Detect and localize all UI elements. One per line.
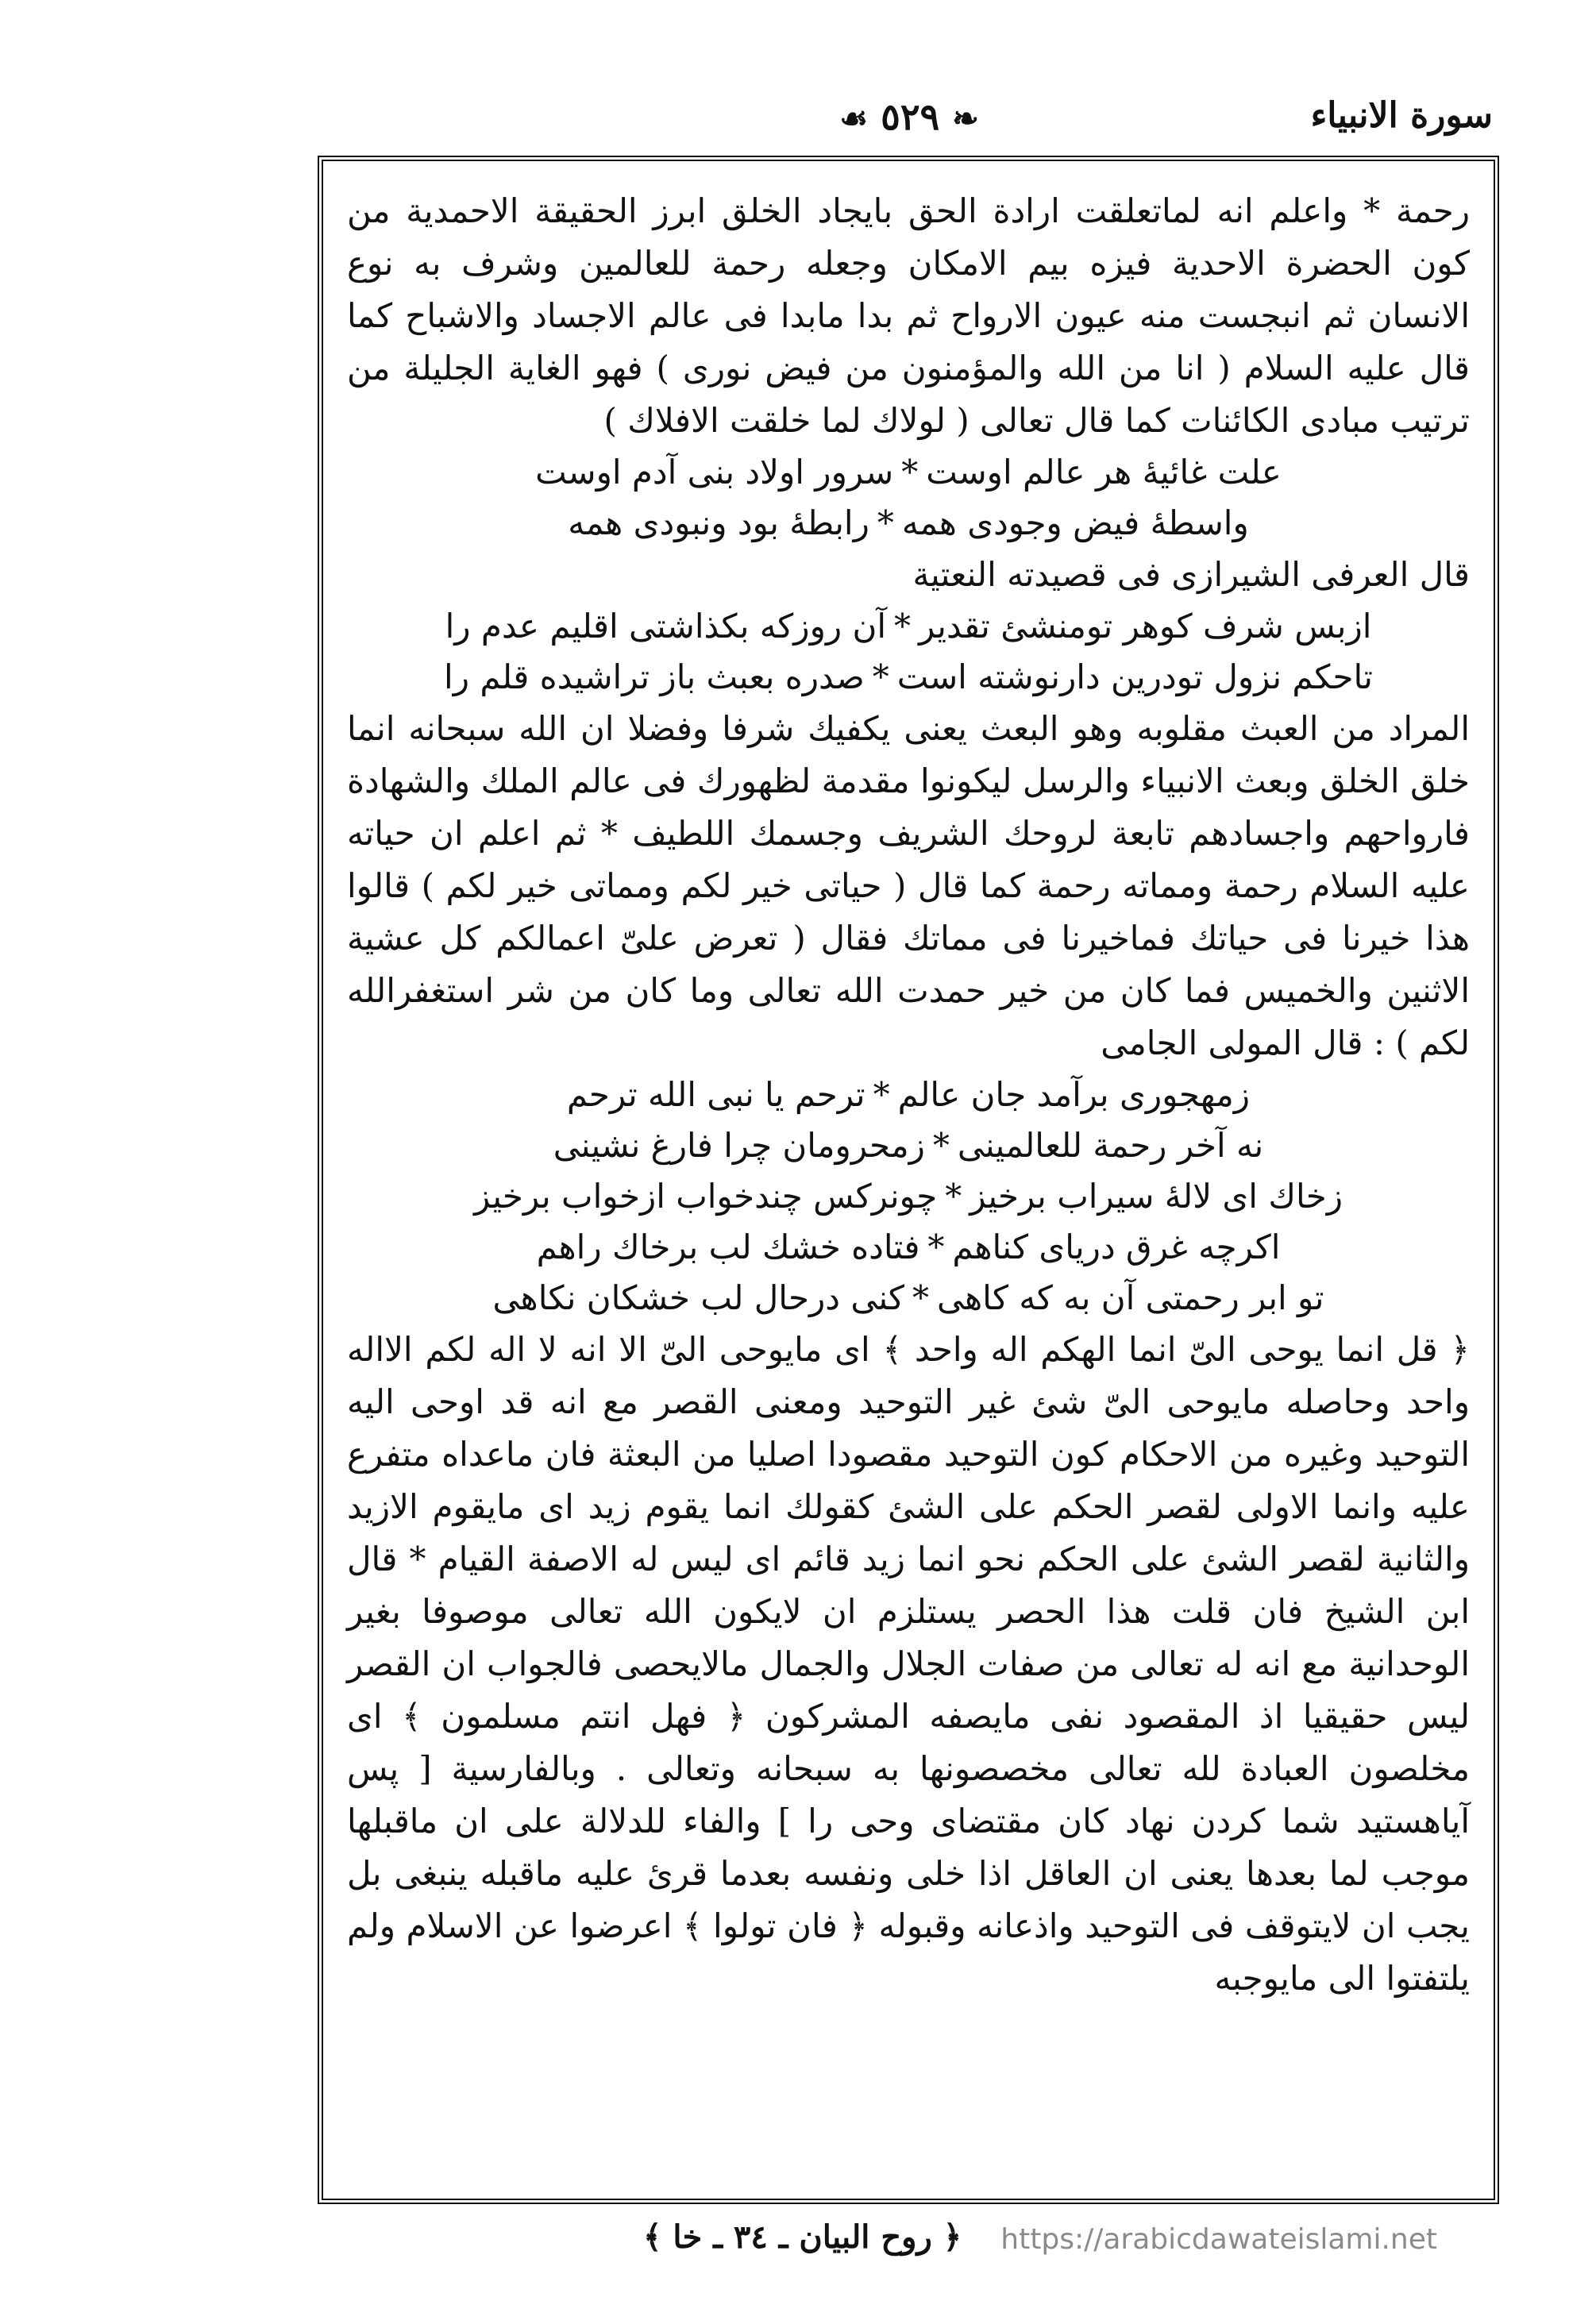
verse-line	[347, 652, 1470, 703]
hemistich: زمهجورى برآمد جان عالم	[897, 1075, 1251, 1114]
hemistich: صدره بعبث باز تراشيده قلم را	[444, 657, 865, 696]
page-content	[347, 185, 1470, 2183]
hemistich: زخاك اى لالهٔ سيراب برخيز	[970, 1177, 1343, 1216]
hemistich: علت غائيهٔ هر عالم اوست	[926, 453, 1282, 491]
left-ornament-icon: ❧	[952, 100, 979, 137]
hemistich: كنى درحال لب خشكان نكاهى	[492, 1278, 905, 1317]
separator-star-icon: *	[901, 453, 919, 491]
paragraph-3: المراد من العبث مقلوبه وهو البعث يعنى يكفيك شرفا وفضلا ان الله سبحانه انما خلق الخلق وبعث الانبياء والرسل ليكونوا مقدمة لظهورك فى عالم الملك والشهادة فارواحهم واجسادهم تابعة لروحك الشريف وجسمك اللطيف * ثم اعلم ان حياته عليه السلام رحمة ومماته رحمة كما قال ( حياتى خير لكم ومماتى خير لكم ) قالوا هذا خيرنا فى حياتك فماخيرنا فى مماتك فقال ( تعرض علىّ اعمالكم كل عشية الاثنين والخميس فما كان من خير حمدت الله تعالى وما كان من شر استغفرالله لكم ) : قال المولى الجامى	[347, 709, 1471, 1062]
verse-line	[347, 447, 1470, 498]
hemistich: تاحكم نزول تودرين دارنوشته است	[896, 657, 1373, 696]
page-number-block	[839, 95, 979, 138]
hemistich: رابطهٔ بود ونبودى همه	[568, 503, 869, 542]
separator-star-icon: *	[912, 1278, 930, 1317]
hemistich: نه آخر رحمة للعالمينى	[957, 1126, 1264, 1165]
verse-line	[347, 498, 1470, 549]
verse-line	[347, 601, 1470, 652]
page-header	[318, 95, 1501, 151]
hemistich: فتاده خشك لب برخاك راهم	[536, 1228, 920, 1266]
verse-line	[347, 1222, 1470, 1273]
hemistich: چونركس چندخواب ازخواب برخيز	[474, 1177, 938, 1216]
page-footer	[318, 2214, 1501, 2277]
separator-star-icon: *	[945, 1177, 962, 1216]
separator-star-icon: *	[872, 657, 889, 696]
verse-line	[347, 1273, 1470, 1324]
verse-line	[347, 1171, 1470, 1222]
verse-line	[347, 1070, 1470, 1120]
hemistich: واسطهٔ فيض وجودى همه	[901, 503, 1249, 542]
verse-line	[347, 1120, 1470, 1171]
separator-star-icon: *	[894, 607, 912, 646]
hemistich: ترحم يا نبى الله ترحم	[566, 1075, 865, 1114]
signature-mark: ﴿ روح البيان ـ ٣٤ ـ خا ﴾	[643, 2218, 962, 2256]
separator-star-icon: *	[873, 1075, 890, 1114]
paragraph-1: رحمة * واعلم انه لماتعلقت ارادة الحق بايجاد الخلق ابرز الحقيقة الاحمدية من كون الحضرة الاحدية فيزه بيم الامكان وجعله رحمة للعالمين وشرف به نوع الانسان ثم انبجست منه عيون الارواح ثم بدا مابدا فى عالم الاجساد والاشباح كما قال عليه السلام ( انا من الله والمؤمنون من فيض نورى ) فهو الغاية الجليلة من ترتيب مبادى الكائنات كما قال تعالى ( لولاك لما خلقت الافلاك )	[347, 191, 1470, 440]
hemistich: زمحرومان چرا فارغ نشينى	[553, 1126, 925, 1165]
text-frame	[318, 156, 1499, 2204]
surah-title: سورة الانبياء	[1310, 95, 1493, 136]
verse-block-1	[347, 447, 1470, 549]
hemistich: ازبس شرف كوهر تومنشئ تقدير	[919, 607, 1372, 646]
hemistich: تو ابر رحمتى آن به كه كاهى	[937, 1278, 1324, 1317]
source-watermark: https://arabicdawateislami.net	[1000, 2223, 1437, 2256]
hemistich: سرور اولاد بنى آدم اوست	[535, 453, 894, 491]
separator-star-icon: *	[877, 503, 894, 542]
verse-block-2	[347, 601, 1470, 703]
paragraph-4: ﴿ قل انما يوحى الىّ انما الهكم اله واحد ﴾ اى مايوحى الىّ الا انه لا اله لكم الااله واحد وحاصله مايوحى الىّ شئ غير التوحيد ومعنى القصر مع انه قد اوحى اليه التوحيد وغيره من الاحكام كون التوحيد مقصودا اصليا من البعثة فان ماعداه متفرع عليه وانما الاولى لقصر الحكم على الشئ كقولك انما يقوم زيد اى مايقوم الازيد والثانية لقصر الشئ على الحكم نحو انما زيد قائم اى ليس له الاصفة القيام * قال ابن الشيخ فان قلت هذا الحصر يستلزم ان لايكون الله تعالى موصوفا بغير الوحدانية مع انه له تعالى من صفات الجلال والجمال مالايحصى فالجواب ان القصر ليس حقيقيا اذ المقصود نفى مايصفه المشركون ﴿ فهل انتم مسلمون ﴾ اى مخلصون العبادة لله تعالى مخصصونها به سبحانه وتعالى . وبالفارسية [ پس آياهستيد شما كردن نهاد كان مقتضاى وحى را ] والفاء للدلالة على ان ماقبلها موجب لما بعدها يعنى ان العاقل اذا خلى ونفسه بعدما قرئ عليه ماقبله ينبغى بل يجب ان لايتوقف فى التوحيد واذعانه وقبوله ﴿ فان تولوا ﴾ اعرضوا عن الاسلام ولم يلتفتوا الى مايوجبه	[347, 1330, 1470, 1998]
paragraph-2: قال العرفى الشيرازى فى قصيدته النعتية	[912, 555, 1470, 594]
page-number: ٥٢٩	[881, 95, 940, 138]
hemistich: اكرچه غرق درياى كناهم	[952, 1228, 1281, 1266]
separator-star-icon: *	[927, 1228, 945, 1266]
separator-star-icon: *	[932, 1126, 950, 1165]
right-ornament-icon: ☙	[839, 100, 869, 137]
hemistich: آن روزكه بكذاشتى اقليم عدم را	[445, 607, 887, 646]
verse-block-3	[347, 1070, 1470, 1324]
